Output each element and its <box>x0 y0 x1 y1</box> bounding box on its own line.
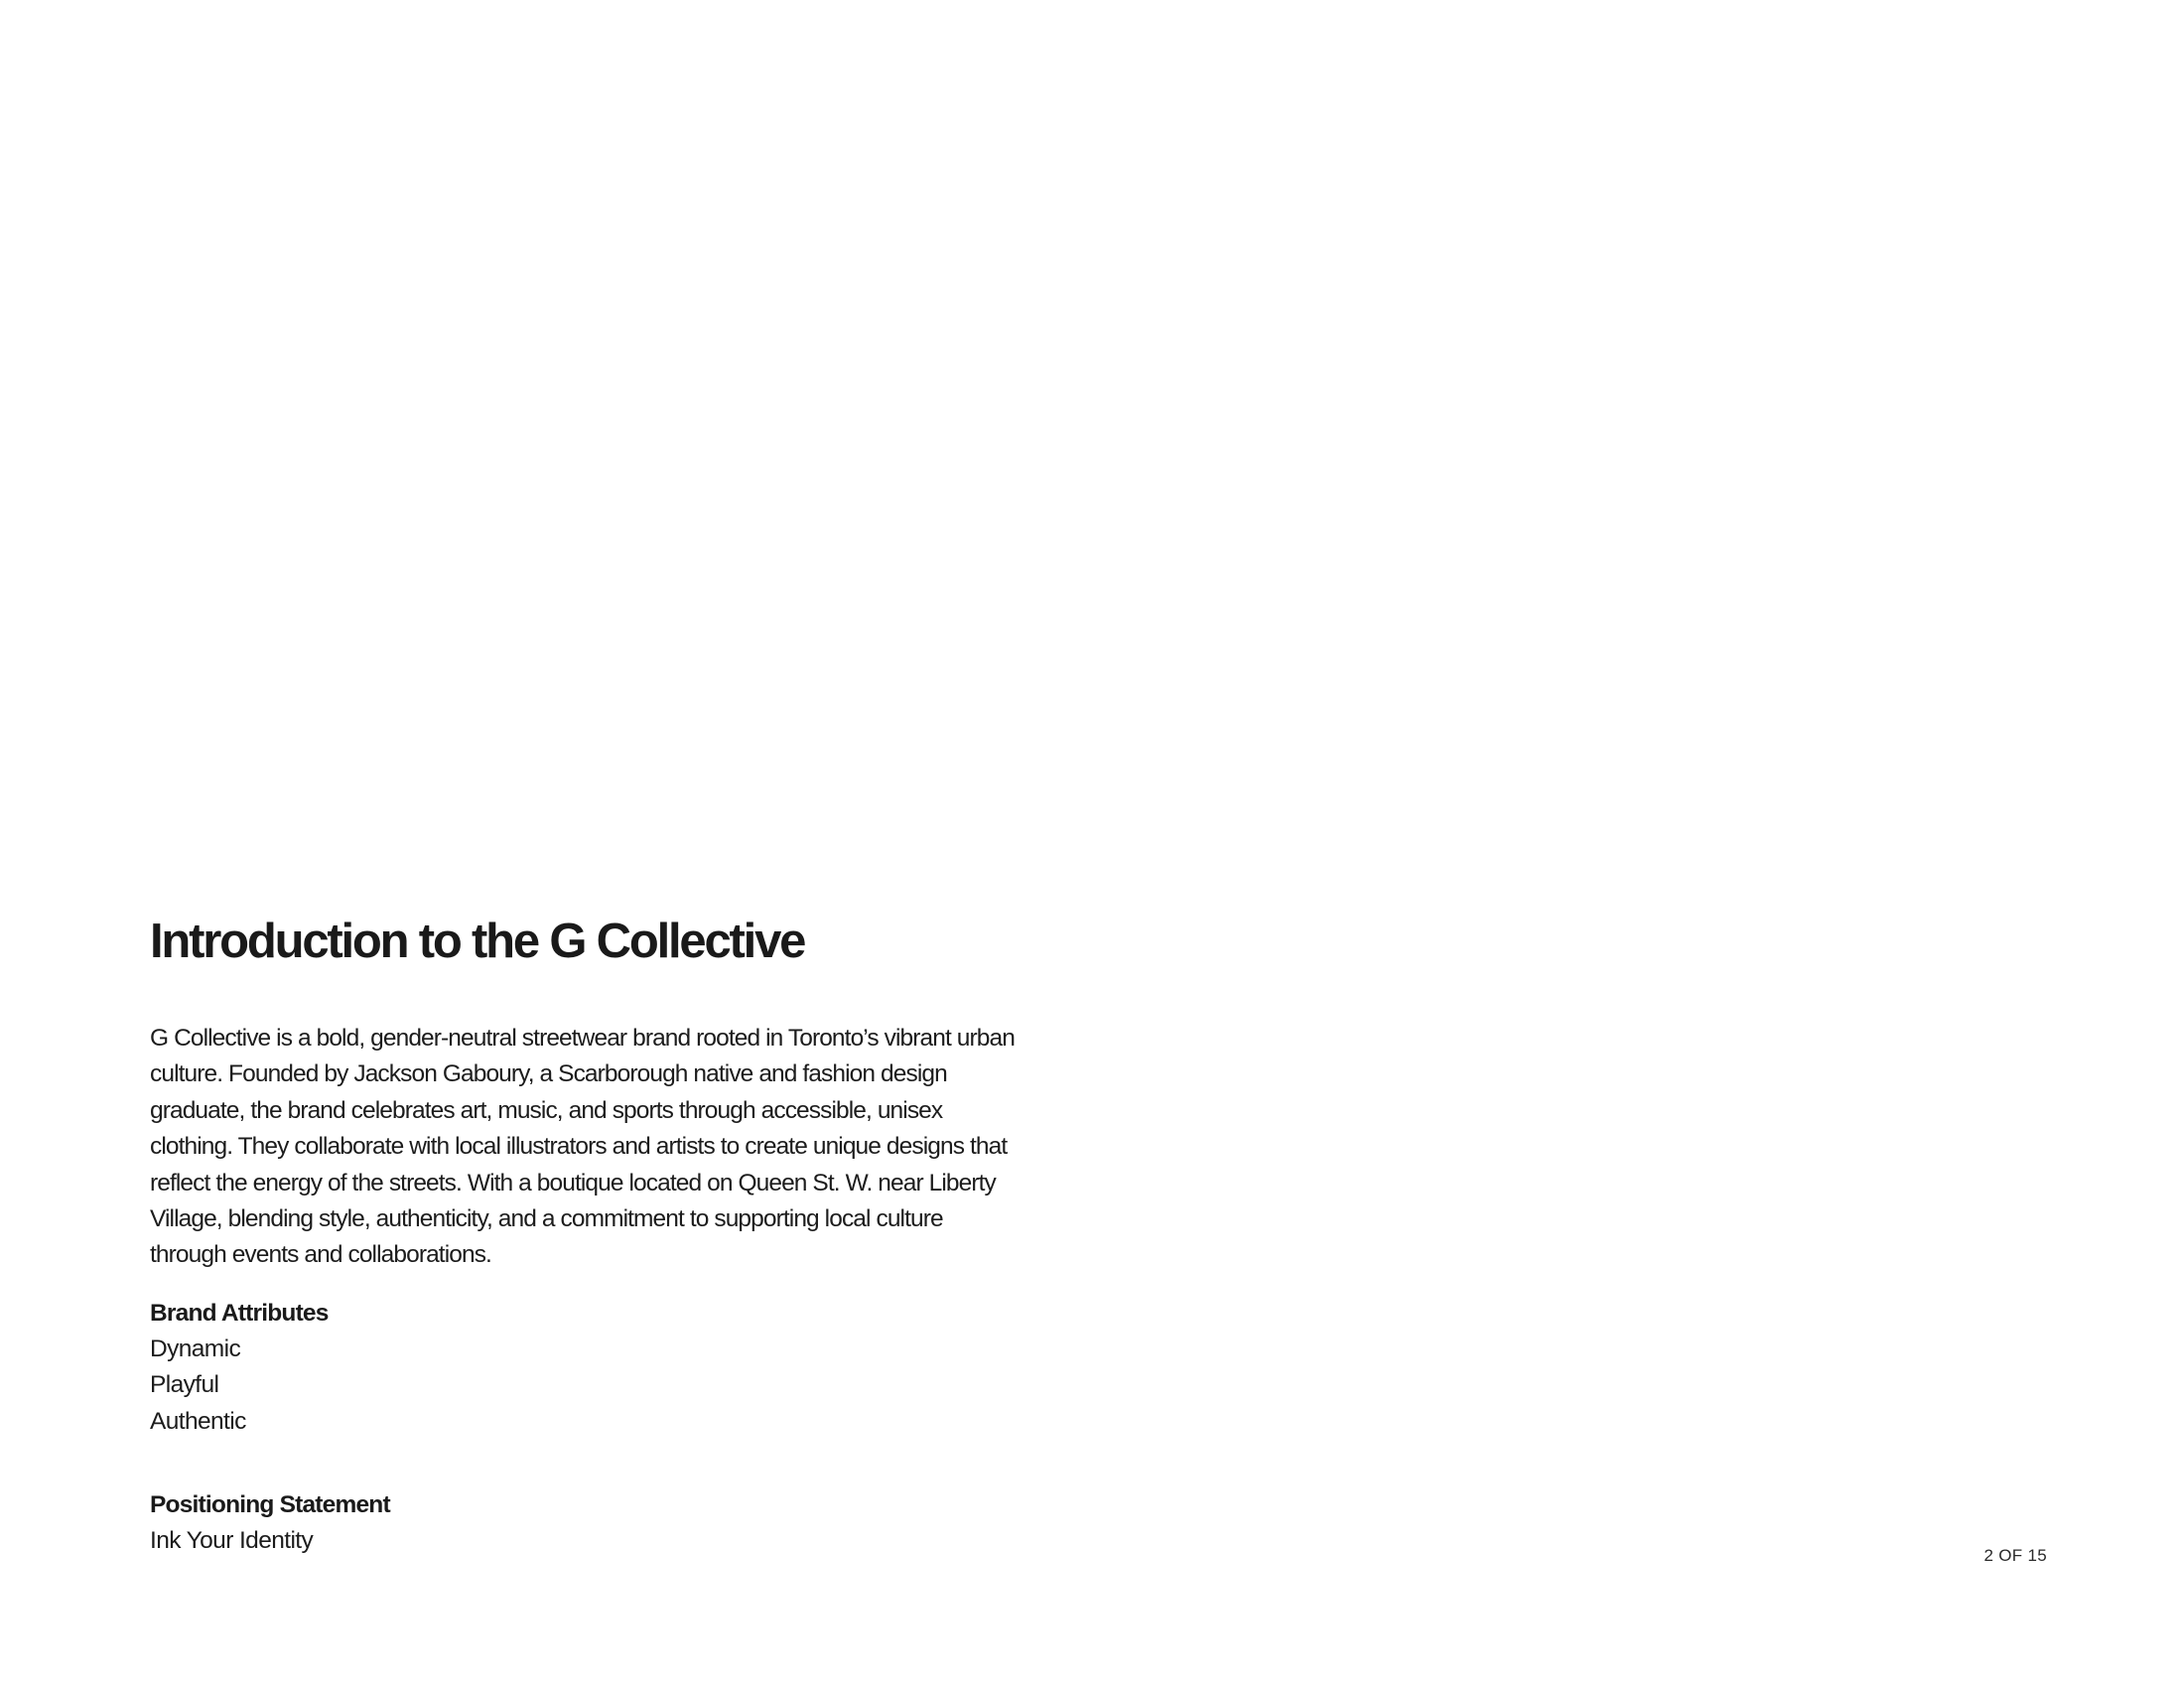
page-title: Introduction to the G Collective <box>150 914 805 968</box>
positioning-statement: Ink Your Identity <box>150 1527 314 1555</box>
positioning-heading: Positioning Statement <box>150 1491 390 1519</box>
page-number: 2 OF 15 <box>1983 1546 2047 1565</box>
brand-attributes-section <box>150 1296 1024 1440</box>
intro-paragraph: G Collective is a bold, gender-neutral streetwear brand rooted in Toronto’s vibrant urban culture. Founded by Jackson Gaboury, a Scarborough native and fashion design graduate, the brand celebrates art, music, and sports through accessible, unisex clothing. They collaborate with local illustrators and artists to create unique designs that reflect the energy of the streets. With a boutique located on Queen St. W. near Liberty Village, blending style, authenticity, and a commitment to supporting local culture through events and collaborations. <box>150 1025 1015 1269</box>
intro-section <box>150 912 1024 1559</box>
positioning-section <box>150 1487 1024 1559</box>
brand-attribute-item: Playful <box>150 1371 219 1399</box>
brand-attribute-item: Dynamic <box>150 1335 241 1362</box>
brand-attributes-heading: Brand Attributes <box>150 1299 329 1327</box>
brand-attributes-list <box>150 1332 1024 1440</box>
brand-attribute-item: Authentic <box>150 1407 246 1435</box>
